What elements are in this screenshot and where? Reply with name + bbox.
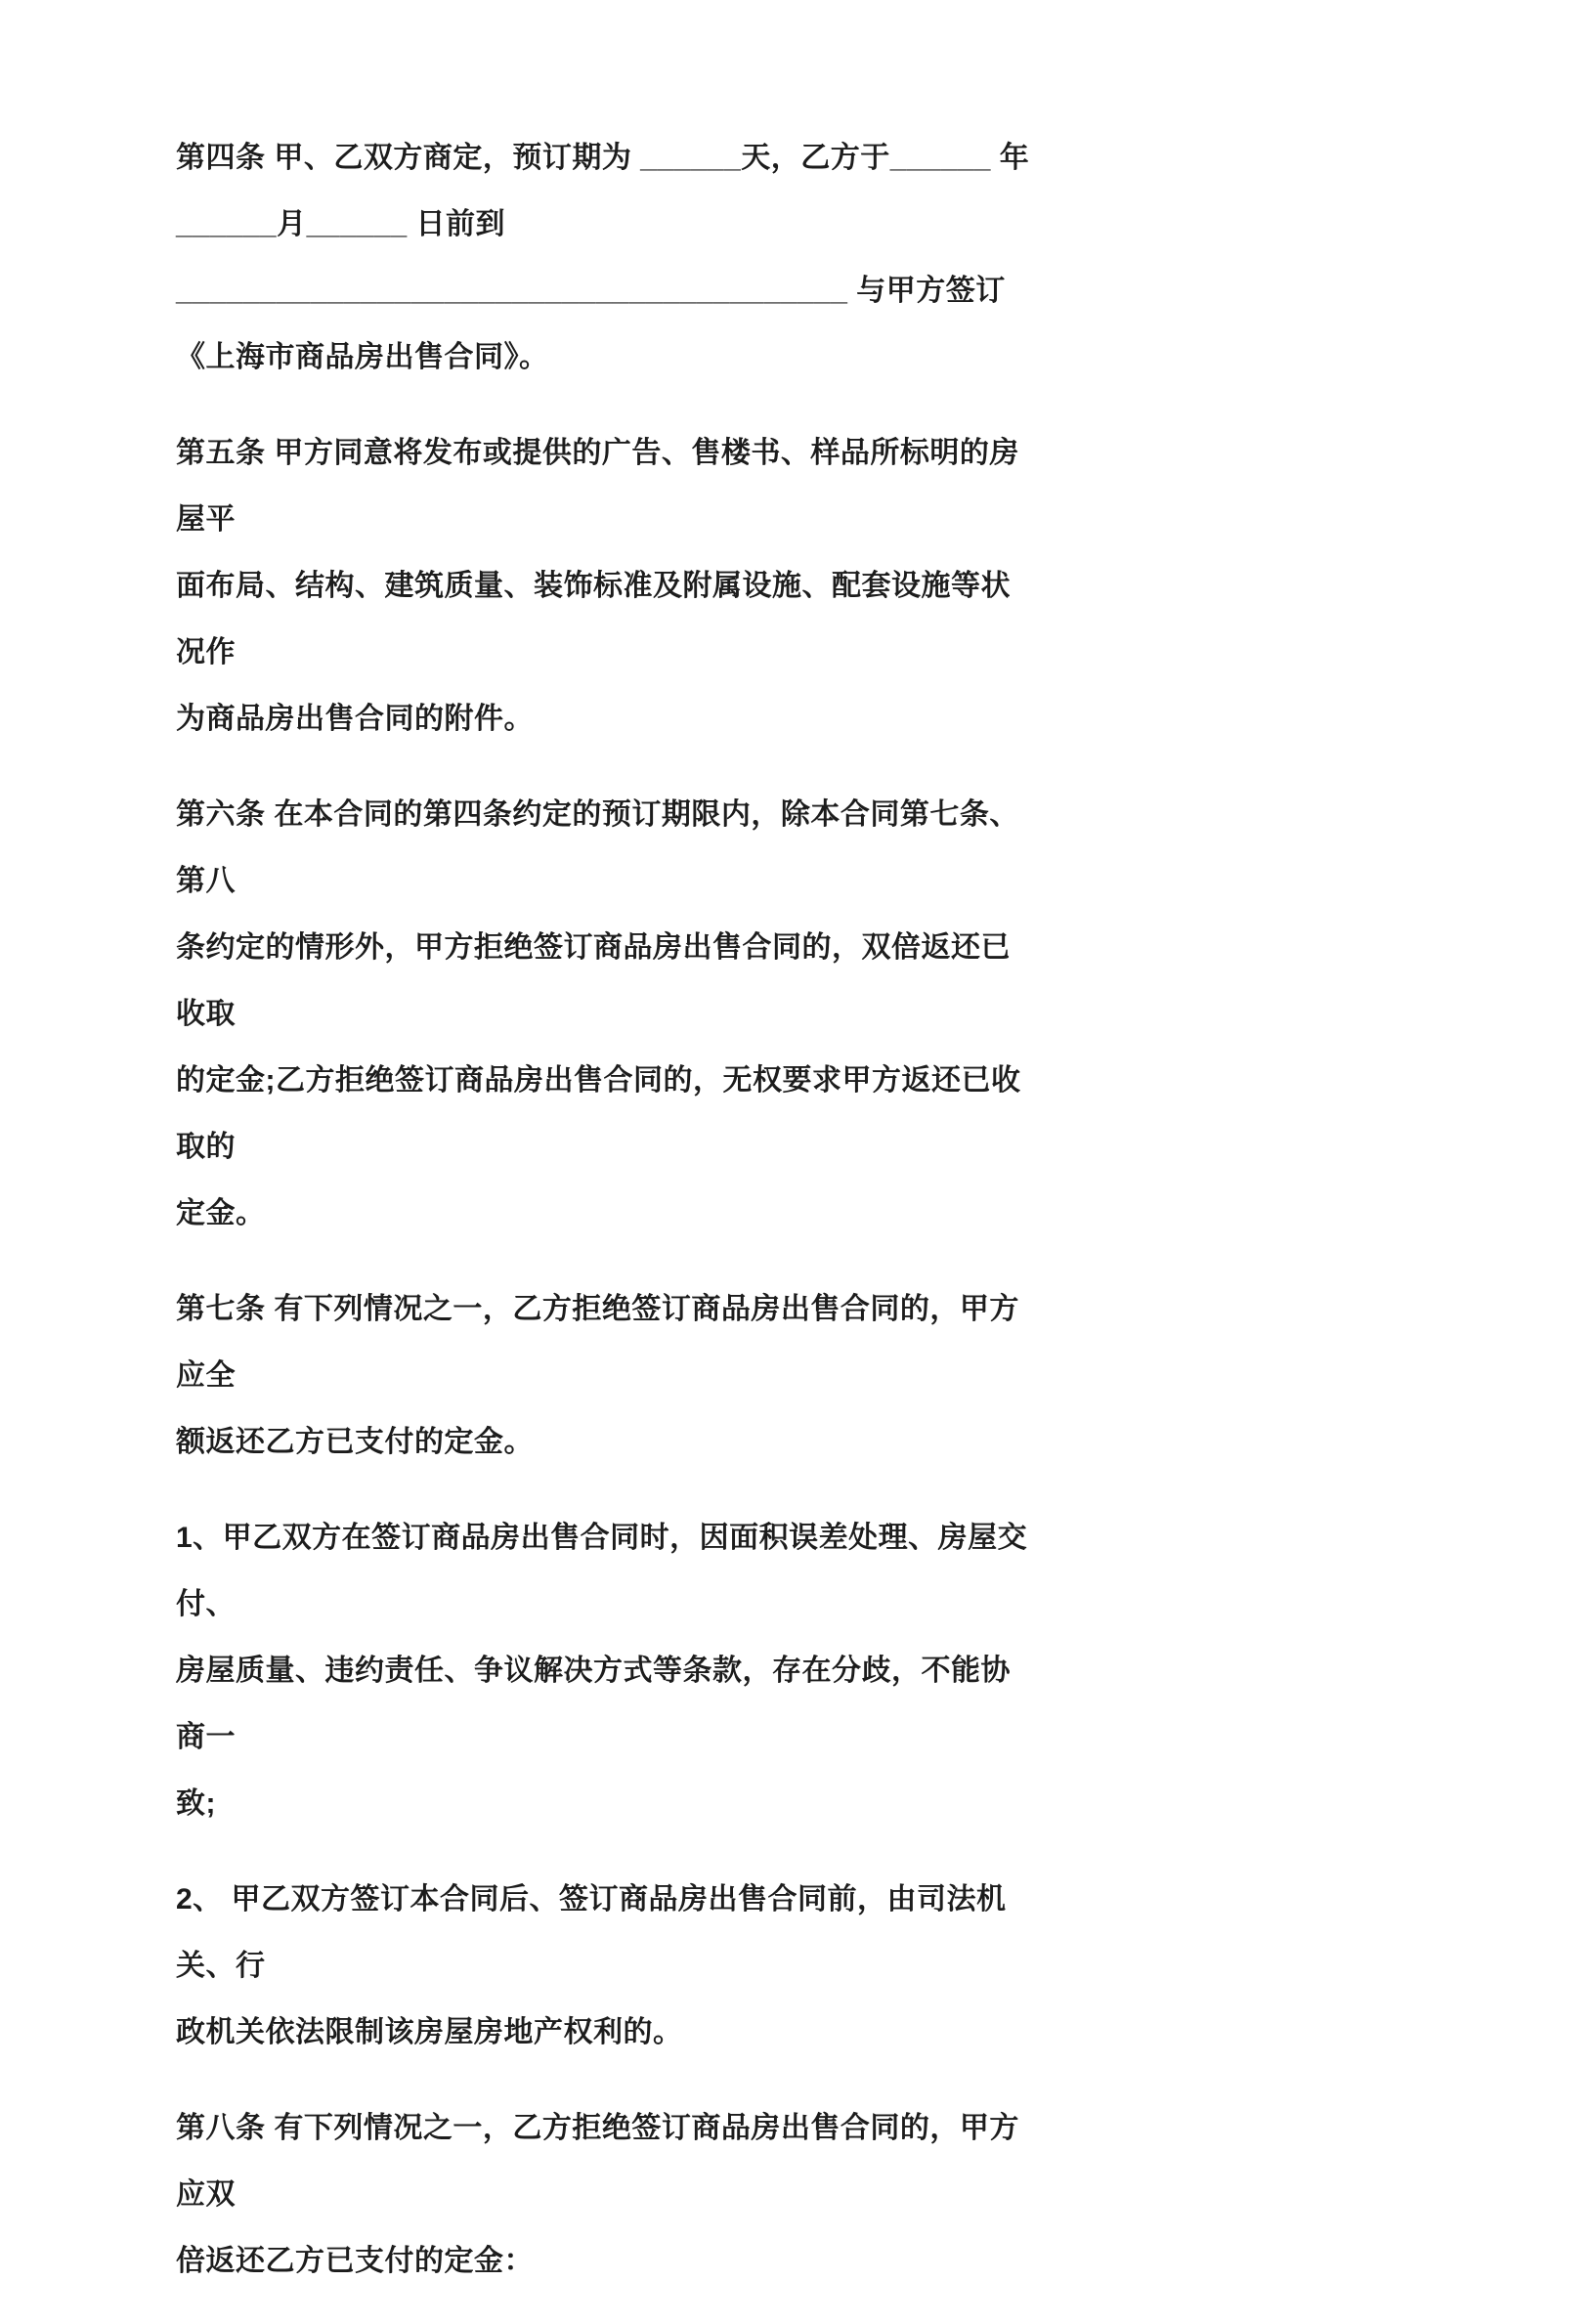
text-line: 的定金;乙方拒绝签订商品房出售合同的，无权要求甲方返还已收取的 [176, 1064, 1021, 1163]
text-line: 房屋质量、违约责任、争议解决方式等条款，存在分歧，不能协商一 [176, 1655, 1011, 1753]
clause-7-item-2-paragraph [176, 1867, 1036, 2066]
clause-7-paragraph [176, 1276, 1036, 1476]
clause-7-item-1-paragraph [176, 1505, 1036, 1837]
text-line: 第六条 在本合同的第四条约定的预订期限内，除本合同第七条、第八 [176, 798, 1019, 897]
text-line: 面布局、结构、建筑质量、装饰标准及附属设施、配套设施等状况作 [176, 570, 1011, 668]
text-line: 第四条 甲、乙双方商定，预订期为 ______天，乙方于______ 年 [176, 142, 1030, 174]
text-line: 第八条 有下列情况之一，乙方拒绝签订商品房出售合同的，甲方应双 [176, 2112, 1019, 2211]
text-line: 2、 甲乙双方签订本合同后、签订商品房出售合同前，由司法机关、行 [176, 1883, 1007, 1982]
text-line: 致; [176, 1787, 216, 1820]
text-line: 政机关依法限制该房屋房地产权利的。 [176, 2016, 683, 2048]
clause-6-paragraph [176, 782, 1036, 1247]
text-line: 定金。 [176, 1197, 266, 1229]
text-line: 额返还乙方已支付的定金。 [176, 1426, 534, 1458]
text-line: 条约定的情形外，甲方拒绝签订商品房出售合同的，双倍返还已收取 [176, 931, 1011, 1030]
text-line: 第五条 甲方同意将发布或提供的广告、售楼书、样品所标明的房屋平 [176, 437, 1019, 536]
text-line: ______月______ 日前到 [176, 208, 506, 240]
text-line: ________________________________________ 与甲方签订 [176, 275, 1006, 307]
text-line: 为商品房出售合同的附件。 [176, 703, 534, 735]
contract-document [176, 125, 1036, 2324]
clause-8-paragraph [176, 2095, 1036, 2295]
text-line: 第七条 有下列情况之一，乙方拒绝签订商品房出售合同的，甲方应全 [176, 1293, 1019, 1392]
clause-5-paragraph [176, 420, 1036, 753]
text-line: 倍返还乙方已支付的定金： [176, 2245, 534, 2277]
text-line: 1、甲乙双方在签订商品房出售合同时，因面积误差处理、房屋交付、 [176, 1522, 1028, 1620]
clause-4-paragraph [176, 125, 1036, 391]
text-line: 《上海市商品房出售合同》。 [176, 341, 549, 373]
